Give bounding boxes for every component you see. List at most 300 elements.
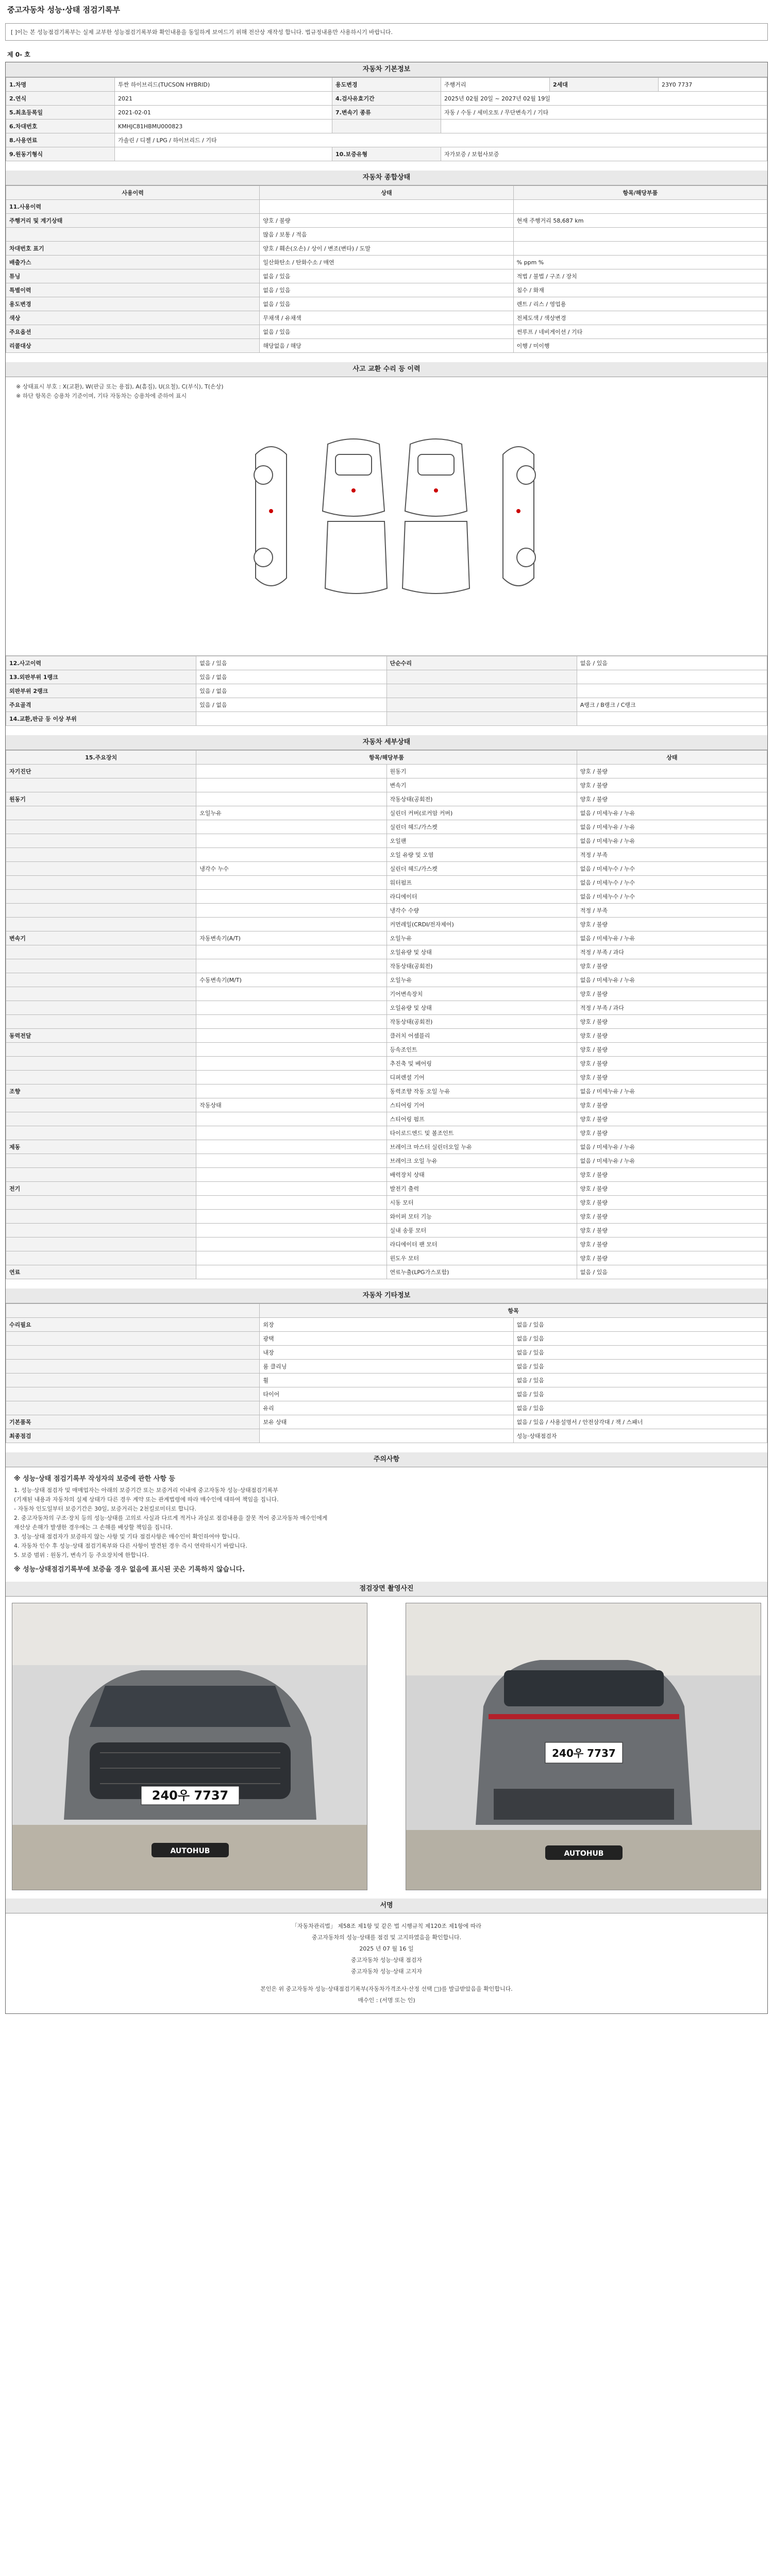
table-cell: 스티어링 기어: [386, 1098, 577, 1112]
table-cell: 없음 / 있음: [513, 1332, 767, 1346]
table-cell: 기어변속장치: [386, 987, 577, 1001]
table-cell: 없음 / 있음: [513, 1387, 767, 1401]
table-cell: [6, 973, 196, 987]
table-row: [6, 834, 767, 848]
table-row: [6, 311, 767, 325]
front-photo-image: [12, 1603, 367, 1890]
table-cell: 상태: [260, 186, 513, 200]
table-cell: 내장: [260, 1346, 513, 1360]
table-row: [6, 325, 767, 339]
table-cell: [6, 1238, 196, 1251]
table-cell: 없음 / 있음: [577, 656, 767, 670]
table-cell: [6, 862, 196, 876]
table-cell: 오일누유: [386, 931, 577, 945]
section-sign-header: 서명: [6, 1899, 767, 1913]
table-cell: 등속조인트: [386, 1043, 577, 1057]
table-cell: [196, 1154, 386, 1168]
table-cell: 오일누유: [196, 806, 386, 820]
table-cell: [196, 904, 386, 918]
table-row: [6, 1182, 767, 1196]
table-row: [6, 214, 767, 228]
car-rear-top: [405, 439, 467, 516]
table-cell: 있음 / 없음: [196, 670, 386, 684]
table-cell: [386, 684, 577, 698]
table-cell: [196, 1071, 386, 1084]
table-cell: 변속기: [6, 931, 196, 945]
table-cell: 수리필요: [6, 1318, 260, 1332]
table-row: [6, 1112, 767, 1126]
table-cell: [577, 712, 767, 726]
table-cell: 양호 / 불량: [577, 918, 767, 931]
table-cell: 2021: [115, 92, 332, 106]
table-row: [6, 959, 767, 973]
table-cell: 양호 / 불량: [577, 987, 767, 1001]
sign-inspector: 중고자동차 성능·상태 점검자: [350, 1957, 422, 1963]
table-row: [6, 120, 767, 133]
table-cell: [196, 1043, 386, 1057]
table-cell: 적정 / 부족 / 과다: [577, 945, 767, 959]
table-cell: [386, 712, 577, 726]
table-row: [6, 778, 767, 792]
table-cell: [6, 1168, 196, 1182]
table-cell: 리콜대상: [6, 339, 260, 353]
table-cell: 양호 / 불량: [577, 1168, 767, 1182]
table-cell: [6, 1098, 196, 1112]
table-cell: [6, 806, 196, 820]
table-row: [6, 1429, 767, 1443]
table-cell: 렌트 / 리스 / 영업용: [513, 297, 767, 311]
table-cell: 상태: [577, 751, 767, 765]
table-cell: 양호 / 불량: [577, 1043, 767, 1057]
table-cell: 23Y0 7737: [659, 78, 767, 92]
table-cell: [6, 1332, 260, 1346]
table-row: [6, 848, 767, 862]
table-cell: 양호 / 불량: [577, 1057, 767, 1071]
table-cell: 14.교환,판금 등 이상 부위: [6, 712, 196, 726]
table-cell: [196, 820, 386, 834]
table-cell: 차대번호 표기: [6, 242, 260, 256]
table-cell: [196, 945, 386, 959]
table-cell: [6, 876, 196, 890]
table-cell: [196, 712, 386, 726]
table-cell: 주요옵션: [6, 325, 260, 339]
section-general-header: 자동차 종합상태: [6, 171, 767, 185]
table-cell: [260, 1429, 513, 1443]
table-row: [6, 1057, 767, 1071]
table-cell: [196, 848, 386, 862]
table-cell: 없음 / 있음: [577, 1265, 767, 1279]
table-cell: [6, 959, 196, 973]
table-cell: 없음 / 미세누유 / 누유: [577, 806, 767, 820]
table-cell: 브레이크 마스터 실린더오일 누유: [386, 1140, 577, 1154]
table-cell: 동력조향 작동 오일 누유: [386, 1084, 577, 1098]
car-front-top: [323, 439, 384, 516]
table-cell: [6, 848, 196, 862]
table-cell: [577, 684, 767, 698]
table-row: [6, 890, 767, 904]
table-cell: 작동상태(공회전): [386, 959, 577, 973]
table-cell: 연료: [6, 1265, 196, 1279]
table-row: [6, 1210, 767, 1224]
table-cell: 없음 / 있음: [513, 1374, 767, 1387]
rear-plate-text: 240우 7737: [552, 1747, 616, 1759]
sign-buyer-confirm: 본인은 위 중고자동차 성능·상태점검기록부(자동차가격조사·산정 선택 □)를 발급받았음을 확인합니다.: [260, 1986, 513, 1992]
table-row: [6, 656, 767, 670]
table-row: [6, 133, 767, 147]
table-cell: 10.보증유형: [332, 147, 441, 161]
table-cell: 브레이크 오일 누유: [386, 1154, 577, 1168]
table-cell: 많음 / 보통 / 적음: [260, 228, 513, 242]
table-cell: 색상: [6, 311, 260, 325]
table-row: [6, 765, 767, 778]
front-plate-text: 240우 7737: [152, 1788, 229, 1803]
table-cell: [196, 1001, 386, 1015]
table-row: [6, 297, 767, 311]
table-row: [6, 106, 767, 120]
table-cell: 항목/해당부품: [513, 186, 767, 200]
table-cell: 양호 / 불량: [577, 1238, 767, 1251]
table-cell: 2.연식: [6, 92, 115, 106]
table-cell: [6, 987, 196, 1001]
table-cell: 15.주요장치: [6, 751, 196, 765]
table-row: [6, 712, 767, 726]
table-cell: 적정 / 부족: [577, 848, 767, 862]
table-cell: 타이로드엔드 및 볼조인트: [386, 1126, 577, 1140]
table-row: [6, 1374, 767, 1387]
notes-body: [6, 1467, 767, 1582]
table-cell: 양호 / 불량: [577, 1029, 767, 1043]
windshield: [335, 454, 372, 475]
table-cell: 냉각수 누수: [196, 862, 386, 876]
table-cell: 일산화탄소 / 탄화수소 / 매연: [260, 256, 513, 269]
table-cell: 배력장치 상태: [386, 1168, 577, 1182]
table-cell: [6, 1001, 196, 1015]
table-cell: 2025년 02월 20일 ~ 2027년 02월 19일: [441, 92, 767, 106]
sign-notifier: 중고자동차 성능·상태 고지자: [350, 1968, 422, 1975]
wheel-rear-right: [517, 548, 535, 567]
table-cell: [196, 778, 386, 792]
notes-line: 3. 성능·상태 점검자가 보증하지 않는 사항 및 기타 점검사항은 매수인이 확인하여야 합니다.: [14, 1533, 240, 1540]
table-cell: 추진축 및 베어링: [386, 1057, 577, 1071]
table-cell: 항목/해당부품: [196, 751, 577, 765]
table-cell: [196, 1238, 386, 1251]
table-cell: [6, 904, 196, 918]
table-cell: [196, 876, 386, 890]
section-extra-header: 자동차 기타정보: [6, 1289, 767, 1303]
table-cell: 없음 / 있음: [260, 283, 513, 297]
table-cell: [260, 200, 513, 214]
table-cell: [6, 778, 196, 792]
table-cell: 오일누유: [386, 973, 577, 987]
table-cell: [6, 1360, 260, 1374]
table-cell: [6, 1374, 260, 1387]
table-cell: 오일유량 및 상태: [386, 1001, 577, 1015]
table-cell: A랭크 / B랭크 / C랭크: [577, 698, 767, 712]
table-row: [6, 1401, 767, 1415]
table-cell: 없음 / 있음: [513, 1346, 767, 1360]
table-cell: 광택: [260, 1332, 513, 1346]
table-cell: 주행거리 및 계기상태: [6, 214, 260, 228]
table-cell: [513, 200, 767, 214]
table-row: [6, 200, 767, 214]
table-cell: [6, 1251, 196, 1265]
table-row: [6, 1360, 767, 1374]
table-cell: [196, 765, 386, 778]
table-cell: [196, 1168, 386, 1182]
table-cell: [6, 1210, 196, 1224]
table-cell: 없음 / 미세누수 / 누수: [577, 890, 767, 904]
table-cell: 7.변속기 종류: [332, 106, 441, 120]
inspection-form: [5, 62, 768, 2014]
table-cell: 실린더 헤드/가스켓: [386, 820, 577, 834]
table-cell: 없음 / 미세누수 / 누수: [577, 862, 767, 876]
table-cell: 침수 / 화재: [513, 283, 767, 297]
extra-table: [6, 1303, 767, 1443]
table-cell: 없음 / 미세누수 / 누수: [577, 876, 767, 890]
damage-diagram: [6, 377, 767, 656]
table-row: [6, 1168, 767, 1182]
signature-block: [6, 1913, 767, 2013]
table-cell: 스티어링 펌프: [386, 1112, 577, 1126]
wheel-front-left: [254, 466, 273, 484]
table-cell: [196, 1182, 386, 1196]
table-cell: 윈도우 모터: [386, 1251, 577, 1265]
table-cell: 무채색 / 유채색: [260, 311, 513, 325]
table-row: [6, 283, 767, 297]
table-cell: 양호 / 불량: [577, 1224, 767, 1238]
table-cell: 유리: [260, 1401, 513, 1415]
table-row: [6, 78, 767, 92]
table-row: [6, 1043, 767, 1057]
table-cell: 전체도색 / 색상변경: [513, 311, 767, 325]
table-cell: 이행 / 미이행: [513, 339, 767, 353]
table-cell: 디퍼렌셜 기어: [386, 1071, 577, 1084]
table-cell: [6, 820, 196, 834]
table-cell: 양호 / 불량: [577, 1182, 767, 1196]
table-cell: 룸 클리닝: [260, 1360, 513, 1374]
table-cell: 자가보증 / 보험사보증: [441, 147, 767, 161]
table-cell: 12.사고이력: [6, 656, 196, 670]
table-cell: 용도변경: [332, 78, 441, 92]
table-cell: 양호 / 불량: [577, 1071, 767, 1084]
table-cell: 없음 / 있음: [260, 297, 513, 311]
table-cell: 없음 / 있음: [260, 269, 513, 283]
table-cell: 라디에이터 팬 모터: [386, 1238, 577, 1251]
table-row: [6, 1084, 767, 1098]
car-lower-rear: [402, 521, 469, 594]
table-row: [6, 1346, 767, 1360]
notes-line: 4. 자동차 인수 후 성능·상태 점검기록부와 다른 사항이 발견된 경우 즉시 연락하시기 바랍니다.: [14, 1543, 247, 1549]
table-cell: [386, 670, 577, 684]
table-cell: 없음 / 미세누유 / 누유: [577, 973, 767, 987]
table-cell: 양호 / 불량: [577, 1210, 767, 1224]
sign-date: 2025 년 07 월 16 일: [359, 1945, 414, 1952]
table-row: [6, 751, 767, 765]
table-cell: 양호 / 불량: [260, 214, 513, 228]
table-cell: 현재 주행거리 58,687 km: [513, 214, 767, 228]
section-photos-header: 점검장면 촬영사진: [6, 1582, 767, 1597]
table-cell: 없음 / 미세누유 / 누유: [577, 931, 767, 945]
front-banner-text: AUTOHUB: [170, 1847, 210, 1855]
table-cell: 가솔린 / 디젤 / LPG / 하이브리드 / 기타: [115, 133, 767, 147]
table-cell: 오일 유량 및 오염: [386, 848, 577, 862]
table-cell: [6, 1224, 196, 1238]
table-cell: [196, 1140, 386, 1154]
table-cell: [386, 698, 577, 712]
table-cell: 연료누출(LPG가스포함): [386, 1265, 577, 1279]
table-cell: [196, 792, 386, 806]
table-cell: 오일유량 및 상태: [386, 945, 577, 959]
table-cell: 없음 / 있음: [513, 1318, 767, 1332]
table-cell: 투싼 하이브리드(TUCSON HYBRID): [115, 78, 332, 92]
section-accident-header: 사고 교환 수리 등 이력: [6, 362, 767, 377]
table-cell: 없음 / 미세누유 / 누유: [577, 1084, 767, 1098]
table-cell: 양호 / 불량: [577, 1098, 767, 1112]
car-lower-front: [325, 521, 387, 594]
notes-lines: [14, 1486, 759, 1560]
table-cell: 없음 / 미세누유 / 누유: [577, 834, 767, 848]
table-row: [6, 1196, 767, 1210]
table-row: [6, 670, 767, 684]
table-cell: 튜닝: [6, 269, 260, 283]
table-cell: [6, 1126, 196, 1140]
table-cell: 워터펌프: [386, 876, 577, 890]
table-row: [6, 931, 767, 945]
sign-line-2: 중고자동차의 성능·상태를 점검 및 고지하였음을 확인합니다.: [311, 1934, 462, 1941]
table-cell: [196, 1224, 386, 1238]
doc-title: 중고자동차 성능·상태 점검기록부: [7, 5, 121, 14]
table-cell: [6, 1154, 196, 1168]
section-basic-header: 자동차 기본정보: [6, 62, 767, 77]
table-cell: 커먼레일(CRDI/전자제어): [386, 918, 577, 931]
table-cell: 8.사용연료: [6, 133, 115, 147]
notes-line: 5. 보증 범위 : 원동기, 변속기 등 주요장치에 한합니다.: [14, 1552, 149, 1558]
table-row: [6, 186, 767, 200]
table-cell: 양호 / 불량: [577, 1112, 767, 1126]
table-cell: 휠: [260, 1374, 513, 1387]
table-cell: 자동 / 수동 / 세미오토 / 무단변속기 / 기타: [441, 106, 767, 120]
sign-buyer: 매수인 : (서명 또는 인): [358, 1997, 415, 2004]
table-cell: 특별이력: [6, 283, 260, 297]
table-row: [6, 1224, 767, 1238]
table-row: [6, 1071, 767, 1084]
table-row: [6, 228, 767, 242]
notes-line: 2. 중고자동차의 구조·장치 등의 성능·상태를 고의로 사실과 다르게 적거나 과실로 점검내용을 잘못 적어 중고자동차 매수인에게: [14, 1515, 328, 1521]
table-cell: 양호 / 불량: [577, 778, 767, 792]
accident-table: [6, 656, 767, 726]
table-row: [6, 1415, 767, 1429]
notes-line: (기재된 내용과 자동차의 실제 상태가 다른 경우 계약 또는 관계법령에 따라 매수인에 대하여 책임을 집니다.: [14, 1496, 279, 1503]
table-cell: 작동상태(공회전): [386, 1015, 577, 1029]
table-cell: 자동변속기(A/T): [196, 931, 386, 945]
table-cell: 성능·상태점검자: [513, 1429, 767, 1443]
table-cell: 없음 / 미세누유 / 누유: [577, 1140, 767, 1154]
table-cell: 실내 송풍 모터: [386, 1224, 577, 1238]
table-cell: 6.차대번호: [6, 120, 115, 133]
table-cell: 단순수리: [386, 656, 577, 670]
table-row: [6, 945, 767, 959]
table-row: [6, 904, 767, 918]
table-cell: [513, 228, 767, 242]
table-cell: 없음 / 있음 / 사용설명서 / 안전삼각대 / 잭 / 스패너: [513, 1415, 767, 1429]
table-row: [6, 1332, 767, 1346]
table-cell: 양호 / 훼손(오손) / 상이 / 변조(변타) / 도말: [260, 242, 513, 256]
table-row: [6, 256, 767, 269]
table-row: [6, 1098, 767, 1112]
table-row: [6, 973, 767, 987]
notes-line: - 자동차 인도일부터 보증기간은 30일, 보증거리는 2천킬로미터로 합니다.: [14, 1505, 196, 1512]
table-cell: [6, 890, 196, 904]
table-cell: [196, 987, 386, 1001]
table-cell: 사용이력: [6, 186, 260, 200]
table-cell: 양호 / 불량: [577, 765, 767, 778]
table-cell: [6, 945, 196, 959]
table-cell: [196, 1251, 386, 1265]
table-cell: [6, 1112, 196, 1126]
general-status-table: [6, 185, 767, 353]
table-cell: 없음 / 있음: [513, 1360, 767, 1374]
table-cell: [196, 1112, 386, 1126]
notes-line: 재산상 손해가 발생한 경우에는 그 손해를 배상할 책임을 집니다.: [14, 1524, 173, 1531]
table-cell: [196, 1196, 386, 1210]
table-row: [6, 698, 767, 712]
table-cell: 동력전달: [6, 1029, 196, 1043]
rear-banner-text: AUTOHUB: [564, 1850, 604, 1858]
basic-info-table: [6, 77, 767, 161]
registration-number: 제 0- 호: [7, 51, 30, 58]
table-row: [6, 269, 767, 283]
photo-gallery: [6, 1597, 767, 1899]
table-cell: 자기진단: [6, 765, 196, 778]
table-cell: 타이어: [260, 1387, 513, 1401]
table-cell: KMHJC81HBMU000823: [115, 120, 332, 133]
table-row: [6, 1001, 767, 1015]
car-outline-diagram: [240, 434, 549, 599]
table-cell: 최종점검: [6, 1429, 260, 1443]
table-row: [6, 1387, 767, 1401]
table-cell: 변속기: [386, 778, 577, 792]
table-row: [6, 1265, 767, 1279]
legend-line-2: ※ 하단 항목은 승용차 기준이며, 기타 자동차는 승용차에 준하여 표시: [16, 393, 187, 399]
table-row: [6, 1029, 767, 1043]
table-cell: 기본품목: [6, 1415, 260, 1429]
table-row: [6, 1126, 767, 1140]
table-cell: 없음 / 있음: [513, 1401, 767, 1415]
table-cell: 발전기 출력: [386, 1182, 577, 1196]
table-cell: 클러치 어셈블리: [386, 1029, 577, 1043]
table-cell: [196, 1057, 386, 1071]
table-cell: 5.최초등록일: [6, 106, 115, 120]
table-row: [6, 862, 767, 876]
table-row: [6, 792, 767, 806]
front-photo: [12, 1603, 367, 1890]
table-cell: 양호 / 불량: [577, 1126, 767, 1140]
table-cell: 양호 / 불량: [577, 1251, 767, 1265]
table-row: [6, 876, 767, 890]
table-cell: 실린더 헤드/가스켓: [386, 862, 577, 876]
table-cell: 보유 상태: [260, 1415, 513, 1429]
table-cell: 시동 모터: [386, 1196, 577, 1210]
table-cell: [332, 120, 441, 133]
table-cell: [577, 670, 767, 684]
table-cell: [6, 834, 196, 848]
section-detail-header: 자동차 세부상태: [6, 735, 767, 750]
notice-box: [ ]이는 본 성능점검기록부는 실제 교부한 성능점검기록부와 확인내용을 동일하게 보여드기 위해 전산상 재작성 합니다. 법규정내용만 사용하시기 바랍니다.: [5, 23, 768, 41]
table-cell: 원동기: [386, 765, 577, 778]
table-cell: 제동: [6, 1140, 196, 1154]
table-cell: 외장: [260, 1318, 513, 1332]
table-cell: 와이퍼 모터 기능: [386, 1210, 577, 1224]
